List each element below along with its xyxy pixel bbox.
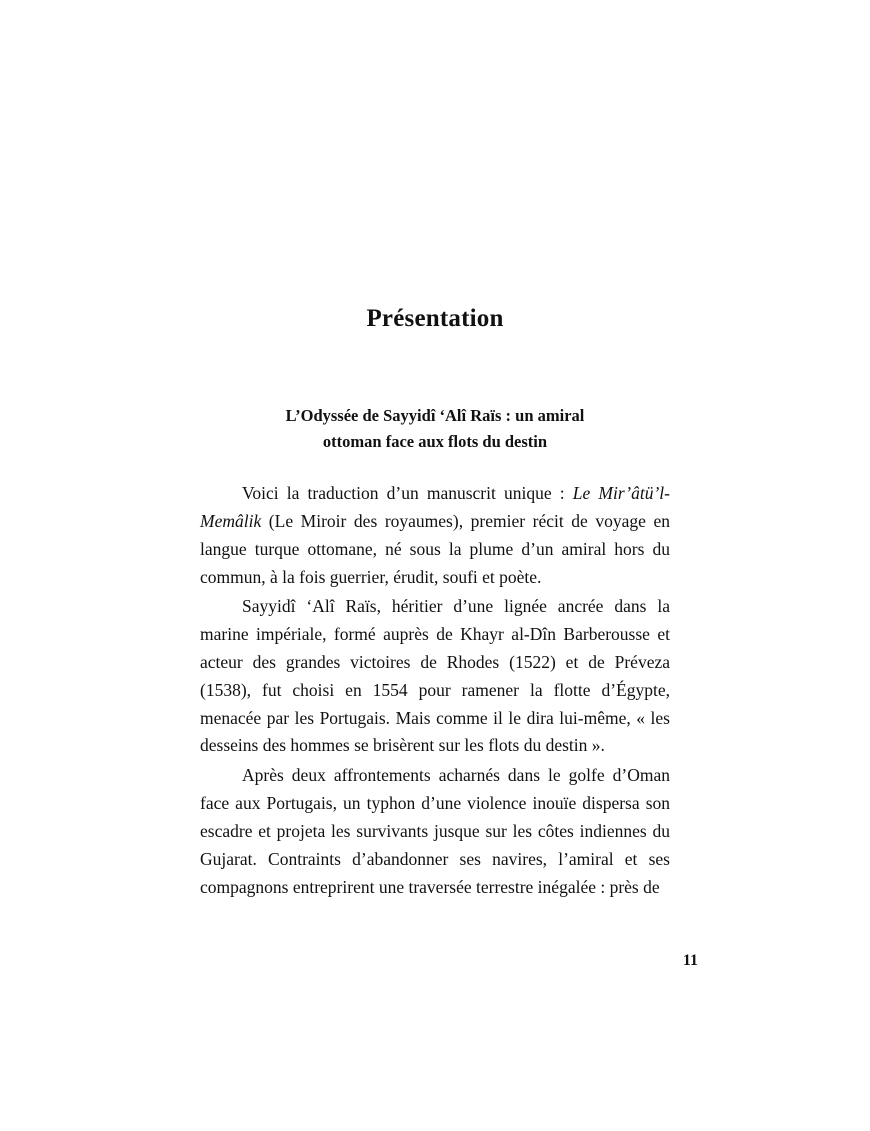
page-number: 11: [682, 952, 698, 969]
paragraph-1-segment-1: Voici la traduction d’un manuscrit unique :: [242, 483, 573, 504]
paragraph-1-title-italic: Le Mir’âtü’l-Memâlik: [200, 483, 670, 531]
section-title: [200, 403, 670, 454]
section-title-line-2: ottoman face aux flots du destin: [322, 431, 548, 451]
section-title-line-1: L’Odyssée de Sayyidî ‘Alî Raïs : un amiral: [285, 406, 585, 425]
page-content: [200, 305, 670, 901]
paragraph-2: [200, 593, 670, 760]
paragraph-1-segment-2: (Le Miroir des royaumes), premier récit de voyage en langue turque ottomane, né sous la plume d’un amiral hors du commun, à la fois guerrier, érudit, soufi et poète.: [200, 510, 670, 587]
chapter-title: Présentation: [366, 305, 504, 332]
paragraph-2-segment-1: Sayyidî ‘Alî Raïs, héritier d’une lignée ancrée dans la marine impériale, formé auprès de Khayr al-Dîn Barberousse et acteur des grandes victoires de Rhodes (1522) et de Préveza (1538), fut choisi en 1554 pour ramener la flotte d’Égypte, menacée par les Portugais. Mais comme il le dira lui-même, « les desseins des hommes se brisèrent sur les flots du destin ».: [200, 596, 670, 756]
paragraph-3: [200, 762, 670, 901]
paragraph-1: [200, 480, 670, 591]
paragraph-3-segment-1: Après deux affrontements acharnés dans le golfe d’Oman face aux Portugais, un typhon d’une violence inouïe dispersa son escadre et projeta les survivants jusque sur les côtes indiennes du Gujarat. Contraints d’abandonner ses navires, l’amiral et ses compagnons entreprirent une traversée terrestre inégalée : près de: [200, 765, 670, 897]
